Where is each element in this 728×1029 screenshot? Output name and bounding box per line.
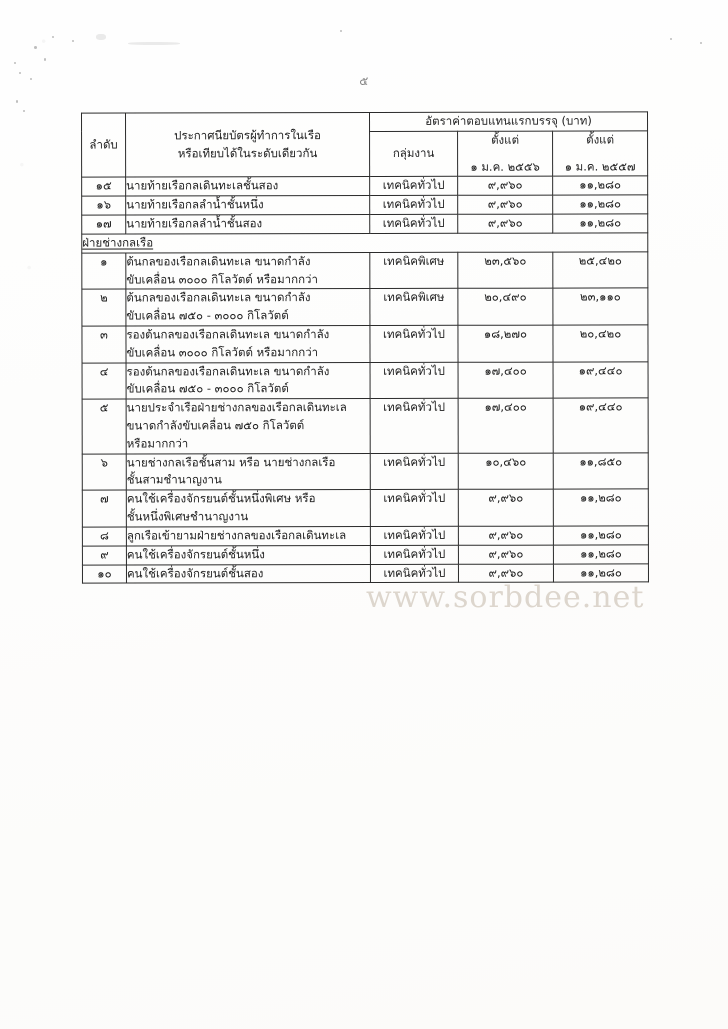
row-rate-2556: ๑๗,๔๐๐ xyxy=(458,362,553,399)
header-rate-group-title: อัตราค่าตอบแทนแรกบรรจุ (บาท) xyxy=(370,112,648,131)
header-certificate xyxy=(126,112,370,177)
header-sequence: ลำดับ xyxy=(82,113,126,178)
scan-artifact xyxy=(128,42,180,45)
row-certificate xyxy=(126,545,370,564)
table-body xyxy=(82,176,649,583)
row-work-group: เทคนิคทั่วไป xyxy=(370,545,458,564)
row-certificate-line: ขับเคลื่อน ๓๐๐๐ กิโลวัตต์ หรือมากกว่า xyxy=(126,344,319,360)
row-certificate-line: นายท้ายเรือกลลำน้ำชั้นหนึ่ง xyxy=(126,197,264,212)
row-rate-2556: ๑๗,๔๐๐ xyxy=(458,398,553,453)
table-row xyxy=(82,545,648,565)
row-certificate-line: ขนาดกำลังขับเคลื่อน ๗๕๐ กิโลวัตต์ xyxy=(126,418,305,433)
row-certificate xyxy=(126,289,370,326)
section-heading-row xyxy=(82,233,648,253)
compensation-rate-table xyxy=(81,111,649,583)
row-rate-2557: ๒๓,๑๑๐ xyxy=(553,288,648,325)
row-certificate-line: หรือมากกว่า xyxy=(126,436,189,451)
row-rate-2556: ๑๘,๒๗๐ xyxy=(458,325,553,362)
row-certificate-line: นายช่างกลเรือชั้นสาม หรือ นายช่างกลเรือ xyxy=(126,454,336,470)
table-row xyxy=(82,176,648,196)
row-certificate-line: นายประจำเรือฝ่ายช่างกลของเรือกลเดินทะเล xyxy=(126,400,347,415)
row-work-group: เทคนิคทั่วไป xyxy=(370,526,458,545)
scan-artifact xyxy=(52,36,54,38)
scan-artifact xyxy=(23,110,25,112)
row-work-group: เทคนิคทั่วไป xyxy=(370,325,458,362)
row-rate-2557: ๑๑,๒๘๐ xyxy=(553,214,648,233)
row-certificate-line: คนใช้เครื่องจักรยนต์ชั้นหนึ่งพิเศษ หรือ xyxy=(126,491,316,506)
row-sequence: ๘ xyxy=(82,527,126,546)
row-rate-2557: ๒๕,๔๒๐ xyxy=(553,252,648,289)
row-sequence: ๑๖ xyxy=(82,196,126,215)
row-rate-2556: ๑๐,๔๖๐ xyxy=(458,453,553,490)
table-row xyxy=(82,214,648,234)
row-sequence: ๔ xyxy=(82,363,126,400)
table-row xyxy=(82,489,648,527)
row-rate-2556: ๙,๙๖๐ xyxy=(458,564,553,583)
row-rate-2557: ๑๙,๔๔๐ xyxy=(553,361,648,398)
header-certificate-line2: หรือเทียบได้ในระดับเดียวกัน xyxy=(177,145,318,161)
scan-artifact xyxy=(670,38,672,40)
section-heading-label: ฝ่ายช่างกลเรือ xyxy=(82,235,154,250)
row-rate-2556: ๙,๙๖๐ xyxy=(458,177,553,196)
row-sequence: ๑๕ xyxy=(82,177,126,196)
row-certificate xyxy=(126,399,370,454)
row-certificate xyxy=(126,215,370,234)
row-rate-2556: ๙,๙๖๐ xyxy=(458,214,553,233)
row-work-group: เทคนิคทั่วไป xyxy=(370,177,458,196)
row-certificate-line: ขับเคลื่อน ๗๕๐ - ๓๐๐๐ กิโลวัตต์ xyxy=(126,381,289,396)
row-sequence: ๖ xyxy=(82,454,126,491)
scan-artifact xyxy=(44,58,46,61)
header-work-group: กลุ่มงาน xyxy=(370,131,458,177)
row-certificate xyxy=(126,252,370,289)
row-rate-2556: ๒๐,๔๙๐ xyxy=(458,288,553,325)
row-sequence: ๗ xyxy=(82,490,126,527)
scan-artifact xyxy=(340,30,342,32)
row-work-group: เทคนิคทั่วไป xyxy=(370,564,458,583)
scan-artifact xyxy=(34,46,37,49)
row-rate-2557: ๑๑,๒๘๐ xyxy=(553,195,648,214)
row-certificate-line: นายท้ายเรือกลลำน้ำชั้นสอง xyxy=(126,216,263,231)
row-certificate xyxy=(126,196,370,215)
header-rate-2556-label: ตั้งแต่ xyxy=(491,132,520,147)
row-work-group: เทคนิคทั่วไป xyxy=(370,398,458,453)
row-sequence: ๓ xyxy=(82,326,126,363)
row-rate-2557: ๑๑,๒๘๐ xyxy=(553,526,648,545)
site-watermark: www.sorbdee.net xyxy=(366,580,645,615)
row-rate-2557: ๑๑,๒๘๐ xyxy=(553,489,648,526)
header-certificate-line1: ประกาศนียบัตรผู้ทำการในเรือ xyxy=(174,127,321,143)
row-certificate xyxy=(126,453,370,490)
row-certificate-line: รองต้นกลของเรือกลเดินทะเล ขนาดกำลัง xyxy=(126,327,330,342)
row-certificate xyxy=(126,325,370,362)
table-header xyxy=(82,112,648,178)
table-row xyxy=(82,288,648,326)
row-sequence: ๙ xyxy=(82,546,126,565)
row-work-group: เทคนิคทั่วไป xyxy=(370,453,458,490)
row-rate-2557: ๑๙,๔๔๐ xyxy=(553,398,648,453)
table-row xyxy=(82,325,648,363)
row-certificate xyxy=(126,564,370,583)
section-heading-cell xyxy=(82,233,648,253)
row-rate-2557: ๑๑,๒๘๐ xyxy=(553,563,648,582)
rate-table-container xyxy=(81,111,648,583)
row-rate-2556: ๙,๙๖๐ xyxy=(458,195,553,214)
row-rate-2556: ๙,๙๖๐ xyxy=(458,545,553,564)
scan-artifact xyxy=(96,34,106,40)
row-sequence: ๒ xyxy=(82,289,126,326)
row-work-group: เทคนิคพิเศษ xyxy=(370,252,458,289)
row-certificate-line: ต้นกลของเรือกลเดินทะเล ขนาดกำลัง xyxy=(126,253,311,269)
row-certificate-line: คนใช้เครื่องจักรยนต์ชั้นหนึ่ง xyxy=(126,546,265,562)
row-certificate xyxy=(126,490,370,527)
row-certificate-line: ขับเคลื่อน ๓๐๐๐ กิโลวัตต์ หรือมากกว่า xyxy=(126,271,318,286)
header-rate-2556 xyxy=(458,131,553,177)
header-rate-2556-date: ๑ ม.ค. ๒๕๕๖ xyxy=(470,159,540,174)
table-row xyxy=(82,361,648,399)
row-rate-2556: ๙,๙๖๐ xyxy=(458,526,553,545)
row-certificate-line: ลูกเรือเข้ายามฝ่ายช่างกลของเรือกลเดินทะเล xyxy=(126,527,347,543)
header-row-top xyxy=(82,112,648,132)
table-row xyxy=(82,563,648,583)
table-row xyxy=(82,195,648,215)
scan-artifact xyxy=(700,42,702,44)
row-work-group: เทคนิคทั่วไป xyxy=(370,196,458,215)
row-rate-2556: ๙,๙๖๐ xyxy=(458,489,553,526)
header-rate-2557-date: ๑ ม.ค. ๒๕๕๗ xyxy=(564,159,636,174)
row-rate-2557: ๑๑,๒๘๐ xyxy=(553,176,648,195)
row-certificate-line: ต้นกลของเรือกลเดินทะเล ขนาดกำลัง xyxy=(126,290,311,305)
table-row xyxy=(82,252,648,290)
row-work-group: เทคนิคทั่วไป xyxy=(370,490,458,527)
row-certificate xyxy=(126,177,370,196)
row-work-group: เทคนิคทั่วไป xyxy=(370,362,458,399)
row-rate-2557: ๒๐,๔๒๐ xyxy=(553,325,648,362)
row-sequence: ๑๗ xyxy=(82,215,126,234)
row-sequence: ๑ xyxy=(82,253,126,290)
table-row xyxy=(82,526,648,546)
row-sequence: ๕ xyxy=(82,399,126,454)
row-certificate-line: ขับเคลื่อน ๗๕๐ - ๓๐๐๐ กิโลวัตต์ xyxy=(126,308,289,323)
page-number: ๕ xyxy=(359,74,369,88)
row-rate-2557: ๑๑,๒๘๐ xyxy=(553,545,648,564)
table-row xyxy=(82,453,648,491)
scan-artifact xyxy=(14,62,16,64)
table-row xyxy=(82,398,648,454)
row-certificate-line: ชั้นสามชำนาญงาน xyxy=(126,472,222,487)
row-rate-2557: ๑๑,๘๕๐ xyxy=(553,453,648,490)
row-certificate-line: รองต้นกลของเรือกลเดินทะเล ขนาดกำลัง xyxy=(126,363,330,379)
row-certificate-line: ชั้นหนึ่งพิเศษชำนาญงาน xyxy=(126,509,249,524)
row-certificate xyxy=(126,526,370,545)
row-work-group: เทคนิคพิเศษ xyxy=(370,289,458,326)
row-work-group: เทคนิคทั่วไป xyxy=(370,214,458,233)
header-rate-2557 xyxy=(553,131,648,177)
row-sequence: ๑๐ xyxy=(82,564,126,583)
row-certificate xyxy=(126,362,370,399)
header-rate-2557-label: ตั้งแต่ xyxy=(586,132,615,147)
scan-artifact xyxy=(72,40,74,42)
row-rate-2556: ๒๓,๕๖๐ xyxy=(458,252,553,289)
row-certificate-line: นายท้ายเรือกลเดินทะเลชั้นสอง xyxy=(126,178,279,193)
row-certificate-line: คนใช้เครื่องจักรยนต์ชั้นสอง xyxy=(126,565,264,580)
scan-artifact xyxy=(16,100,18,103)
